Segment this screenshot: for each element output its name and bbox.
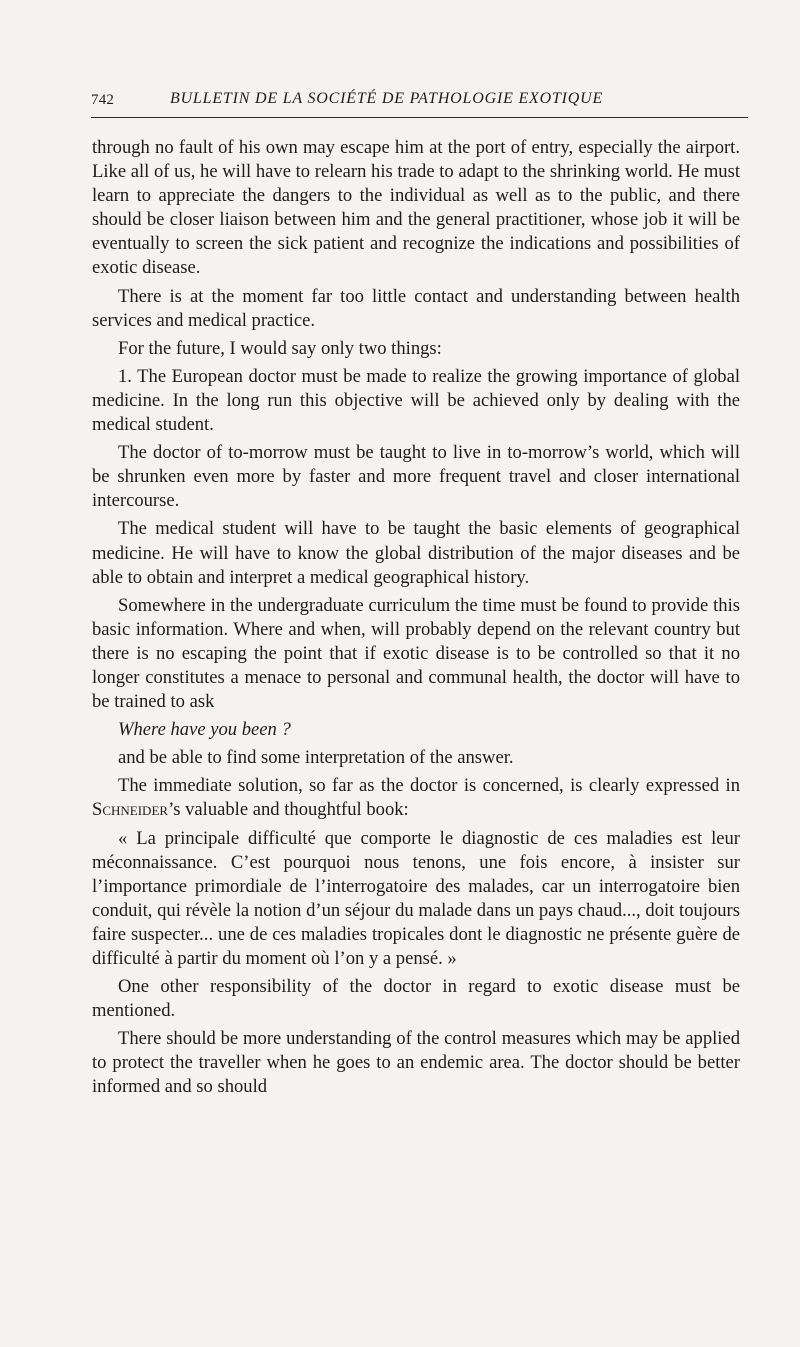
running-title: BULLETIN DE LA SOCIÉTÉ DE PATHOLOGIE EXOTIQUE [170,90,604,107]
italic-question: Where have you been ? [118,719,291,741]
paragraph: and be able to find some interpretation of the answer. [118,747,514,769]
author-name: Schneider [92,799,169,821]
body-text [92,136,740,1104]
paragraph [92,774,740,822]
page-header [91,88,742,114]
header-rule [91,117,748,118]
paragraph: One other responsibility of the doctor in regard to exotic disease must be mentioned. [92,976,740,1022]
paragraph-text: The immediate solution, so far as the doctor is concerned, is clearly expressed in [118,775,740,797]
paragraph: The doctor of to-morrow must be taught to live in to-morrow’s world, which will be shrunken even more by faster and more frequent travel and closer international intercourse. [92,442,740,512]
paragraph: through no fault of his own may escape him at the port of entry, especially the airport. Like all of us, he will have to relearn his trade to adapt to the shrinking world. He must learn to appreciate the dangers to the individual as well as to the public, and there should be closer liaison between him and the general practitioner, whose job it will be eventually to screen the sick patient and recognize the indications and possibilities of exotic disease. [92,137,740,279]
paragraph: For the future, I would say only two things: [118,337,442,359]
numbered-paragraph: 1. The European doctor must be made to realize the growing importance of global medicine. In the long run this objective will be achieved only by dealing with the medical student. [92,365,740,436]
paragraph: The medical student will have to be taught the basic elements of geographical medicine. He will have to know the global distribution of the major diseases and be able to obtain and interpret a medical geographical history. [92,518,740,588]
paragraph-text: ’s valuable and thoughtful book: [168,799,409,821]
french-quotation: « La principale difficulté que comporte le diagnostic de ces maladies est leur méconnaissance. C’est pourquoi nous tenons, une fois encore, à insister sur l’importance primordiale de l’interrogatoire des malades, car un interrogatoire bien conduit, qui révèle la notion d’un séjour du malade dans un pays chaud..., doit toujours faire suspecter... une de ces maladies tropicales dont le diagnostic ne présente guère de difficulté à partir du moment où l’on y a pensé. » [92,827,740,969]
page-number: 742 [91,92,115,108]
paragraph: Somewhere in the undergraduate curriculum the time must be found to provide this basic information. Where and when, will probably depend on the relevant country but there is no escaping the point that if exotic disease is to be controlled so that it no longer constitutes a menace to personal and communal health, the doctor will have to be trained to ask [92,594,740,713]
paragraph: There should be more understanding of the control measures which may be applied to protect the traveller when he goes to an endemic area. The doctor should be better informed and so should [92,1028,740,1098]
paragraph: There is at the moment far too little contact and understanding between health services and medical practice. [92,285,740,331]
